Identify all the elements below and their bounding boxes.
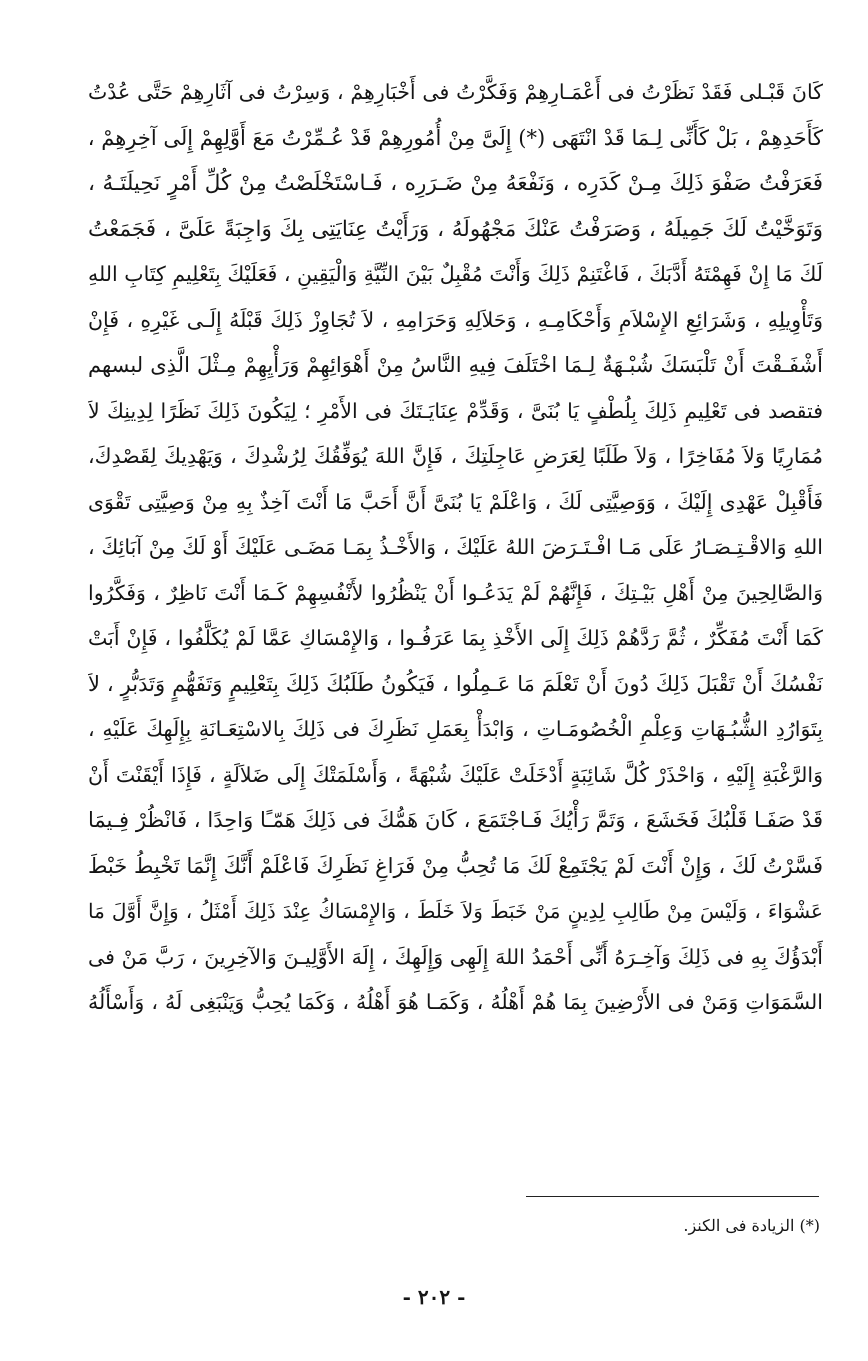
text-line-3: فَعَرَفْتُ صَفْوَ ذَلِكَ مِـنْ كَدَرِه ، وَنَفْعَهُ مِنْ ضَـرَرِه ، فَـاسْتَخْلَصْتُ مِنْ كُلِّ أَمْرٍ نَحِيلَتَـهُ ، bbox=[88, 171, 823, 196]
text-line-10: فَأَقْبِلْ عَهْدِى إِلَيْكَ ، وَوَصِيَّتِى لَكَ ، وَاعْلَمْ يَا بُنَىَّ أَنَّ أَحَبَّ مَا أَنْتَ آخِذٌ بِهِ مِنْ وَصِيَّتِى تَقْوَى bbox=[88, 489, 823, 514]
text-line-20: أَبْدَؤُكَ بِهِ فى ذَلِكَ وَآخِـرَهُ أَنِّى أَحْمَدُ اللهَ إِلَهِى وَإِلَهِكَ ، إِلَهَ الأَوَّلِيـنَ وَالآخِرِينَ ، رَبَّ مَنْ فى bbox=[88, 944, 823, 969]
page-number: - ٢٠٢ - bbox=[402, 1285, 466, 1309]
footnote: (*) الزيادة فى الكنز. bbox=[683, 1216, 820, 1235]
footnote-divider bbox=[526, 1196, 819, 1197]
text-line-18: فَسَّرْتُ لَكَ ، وَإِنْ أَنْتَ لَمْ يَجْتَمِعْ لَكَ مَا تُحِبُّ مِنْ فَرَاغِ نَظَرِكَ فَاعْلَمْ أَنَّكَ إِنَّمَا تَخْبِطُ خَبْطَ bbox=[88, 853, 823, 878]
text-line-1: كَانَ قَبْـلى فَقَدْ نَظَرْتُ فى أَعْمَـارِهِمْ وَفَكَّرْتُ فى أَخْبَارِهِمْ ، وَسِرْتُ فى آثَارِهِمْ حَتَّى عُدْتُ bbox=[88, 80, 823, 104]
main-text-block bbox=[88, 70, 823, 1026]
text-line-4: وَتَوَخَّيْتُ لَكَ جَمِيلَهُ ، وَصَرَفْتُ عَنْكَ مَجْهُولَهُ ، وَرَأَيْتُ عِنَايَتِى بِكَ وَاجِبَةً عَلَىَّ ، فَجَمَعْتُ bbox=[88, 216, 823, 242]
text-line-5: لَكَ مَا إِنْ فَهِمْتَهُ أَدَّبَكَ ، فَاغْتَنِمْ ذَلِكَ وَأَنْتَ مُقْبِلٌ بَيْنَ النِّيَّةِ وَالْيَقِينِ ، فَعَلَيْكَ بِتَعْلِيمِ كِتَابِ اللهِ bbox=[88, 262, 823, 286]
text-line-6: وَتَأْوِيلِهِ ، وَشَرَائِعِ الإِسْلاَمِ وَأَحْكَامِـهِ ، وَحَلاَلِهِ وَحَرَامِهِ ، لاَ تُجَاوِزْ ذَلِكَ قَبْلَهُ إِلَـى غَيْرِهِ ، فَإِنْ bbox=[88, 307, 823, 332]
text-line-9: مُمَارِيًا وَلاَ مُفَاخِرًا ، وَلاَ طَلَبًا لِعَرَضِ عَاجِلَتِكَ ، فَإِنَّ اللهَ يُوَفِّقُكَ لِرُشْدِكَ ، وَيَهْدِيكَ لِقَصْدِكَ، bbox=[88, 444, 823, 468]
text-line-8: فتقصد فى تَعْلِيمِ ذَلِكَ بِلُطْفٍ يَا بُنَىَّ ، وَقَدِّمْ عِنَايَـتَكَ فى الأَمْرِ ؛ لِيَكُونَ ذَلِكَ نَظَرًا لِدِينِكَ لاَ bbox=[88, 398, 823, 423]
text-line-13: كَمَا أَنْتَ مُفَكِّرٌ ، ثُمَّ رَدَّهُمْ ذَلِكَ إِلَى الأَخْذِ بِمَا عَرَفُـوا ، وَالإِمْسَاكِ عَمَّا لَمْ يُكَلَّفُوا ، فَإِنْ أَبَتْ bbox=[88, 626, 823, 650]
text-line-14: نَفْسُكَ أَنْ تَقْبَلَ ذَلِكَ دُونَ أَنْ تَعْلَمَ مَا عَـمِلُوا ، فَيَكُونُ طَلَبُكَ ذَلِكَ بِتَعْلِيمٍ وَتَفَهُّمٍ وَتَدَبُّرٍ ، لاَ bbox=[88, 671, 823, 696]
text-line-2: كَأَحَدِهِمْ ، بَلْ كَأَنِّى لِـمَا قَدْ انْتَهَى (*) إِلَىَّ مِنْ أُمُورِهِمْ قَدْ عُـمِّرْتُ مَعَ أَوَّلِهِمْ إِلَى آخِرِهِمْ ، bbox=[88, 125, 823, 150]
text-line-12: وَالصَّالِحِينَ مِنْ أَهْلِ بَيْـتِكَ ، فَإِنَّهُمْ لَمْ يَدَعُـوا أَنْ يَنْظُرُوا لأَنْفُسِهِمْ كَـمَا أَنْتَ نَاظِرٌ ، وَفَكَّرُوا bbox=[88, 580, 823, 605]
text-line-17: قَدْ صَفَـا قَلْبُكَ فَخَشَعَ ، وَتَمَّ رَأْيُكَ فَـاجْتَمَعَ ، كَانَ هَمُّكَ فى ذَلِكَ هَمّـًا وَاحِدًا ، فَانْظُرْ فِـيمَا bbox=[88, 808, 823, 832]
text-line-7: أَشْفَـقْتَ أَنْ تَلْبَسَكَ شُبْـهَةٌ لِـمَا اخْتَلَفَ فِيهِ النَّاسُ مِنْ أَهْوَائِهِمْ وَرَأْيِهِمْ مِـثْلَ الَّذِى لبسهم bbox=[88, 353, 823, 377]
text-line-11: اللهِ وَالاقْـتِـصَـارُ عَلَى مَـا افْـتَـرَضَ اللهُ عَلَيْكَ ، وَالأَخْـذُ بِمَـا مَضَـى عَلَيْكَ أَوْ لَكَ مِنْ آبَائِكَ ، bbox=[88, 535, 823, 559]
text-line-19: عَشْوَاءَ ، وَلَيْسَ مِنْ طَالِبِ لِدِينٍ مَنْ خَبَطَ وَلاَ خَلَطَ ، وَالإِمْسَاكُ عِنْدَ ذَلِكَ أَمْثَلُ ، وَإِنَّ أَوَّلَ مَا bbox=[88, 899, 823, 923]
text-line-15: بِتَوَارُدِ الشُّبُـهَاتِ وَعِلْمِ الْخُصُومَـاتِ ، وَابْدَأْ بِعَمَلِ نَظَرِكَ فى ذَلِكَ بِالاسْتِعَـانَةِ بِإِلَهِكَ عَلَيْهِ ، bbox=[88, 717, 823, 741]
text-line-16: وَالرَّغْبَةِ إِلَيْهِ ، وَاحْذَرْ كُلَّ شَائِبَةٍ أَدْخَلَتْ عَلَيْكَ شُبْهَةً ، وَأَسْلَمَتْكَ إِلَى ضَلاَلَةٍ ، فَإِذَا أَيْقَنْتَ أَنْ bbox=[88, 762, 823, 787]
text-line-21: السَّمَوَاتِ وَمَنْ فى الأَرْضِينَ بِمَا هُمْ أَهْلُهُ ، وَكَمَـا هُوَ أَهْلُهُ ، وَكَمَا يُحِبُّ وَيَنْبَغِى لَهُ ، وَأَسْأَلُهُ bbox=[88, 990, 823, 1014]
